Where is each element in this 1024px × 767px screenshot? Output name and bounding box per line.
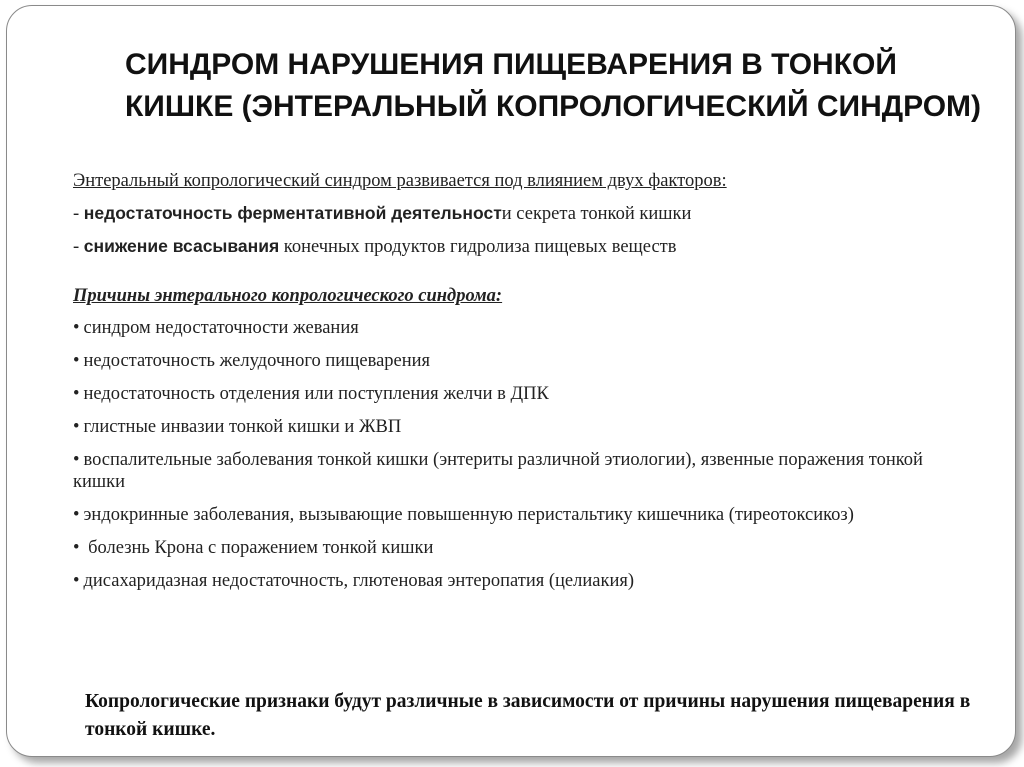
slide-title: СИНДРОМ НАРУШЕНИЯ ПИЩЕВАРЕНИЯ В ТОНКОЙ КИШКЕ (ЭНТЕРАЛЬНЫЙ КОПРОЛОГИЧЕСКИЙ СИНДРОМ) <box>125 48 982 123</box>
cause-text: эндокринные заболевания, вызывающие повышенную перистальтику кишечника (тиреотоксикоз) <box>83 505 854 525</box>
bullet-icon: • <box>73 384 80 404</box>
cause-text: недостаточность желудочного пищеварения <box>83 351 431 371</box>
bullet-icon: • <box>73 571 80 591</box>
cause-text: болезнь Крона с поражением тонкой кишки <box>83 538 434 558</box>
slide-frame <box>6 5 1016 757</box>
cause-item <box>73 570 953 592</box>
factor-rest-text: и секрета тонкой кишки <box>501 204 692 224</box>
bullet-icon: • <box>73 450 80 470</box>
bullet-icon: • <box>73 318 80 338</box>
bullet-icon: • <box>73 417 80 437</box>
cause-text: недостаточность отделения или поступления желчи в ДПК <box>83 384 549 404</box>
cause-text: синдром недостаточности жевания <box>83 318 359 338</box>
factor-rest-text: конечных продуктов гидролиза пищевых веществ <box>279 237 677 257</box>
conclusion-text: Копрологические признаки будут различные в зависимости от причины нарушения пищеварения в тонкой кишке. <box>85 691 971 740</box>
factor-prefix: - <box>73 204 84 224</box>
factor-bold-text: недостаточность ферментативной деятельност <box>83 203 502 223</box>
intro-text: Энтеральный копрологический синдром развивается под влиянием двух факторов: <box>73 171 727 191</box>
cause-item <box>73 504 953 526</box>
factor-item <box>73 202 953 225</box>
cause-text: глистные инвазии тонкой кишки и ЖВП <box>83 417 402 437</box>
cause-item <box>73 537 953 559</box>
cause-text: дисахаридазная недостаточность, глютеновая энтеропатия (целиакия) <box>83 571 635 591</box>
factor-prefix: - <box>73 237 84 257</box>
cause-item <box>73 383 953 405</box>
cause-item <box>73 350 953 372</box>
bullet-icon: • <box>73 351 80 371</box>
cause-item <box>73 449 953 493</box>
cause-item <box>73 416 953 438</box>
slide-body <box>73 170 953 603</box>
bullet-icon: • <box>73 505 80 525</box>
causes-heading: Причины энтерального копрологического синдрома: <box>73 286 503 306</box>
cause-text: воспалительные заболевания тонкой кишки (энтериты различной этиологии), язвенные поражения тонкой кишки <box>73 450 923 492</box>
factor-bold-text: снижение всасывания <box>83 236 280 256</box>
cause-item <box>73 317 953 339</box>
factor-item <box>73 235 953 258</box>
bullet-icon: • <box>73 538 80 558</box>
